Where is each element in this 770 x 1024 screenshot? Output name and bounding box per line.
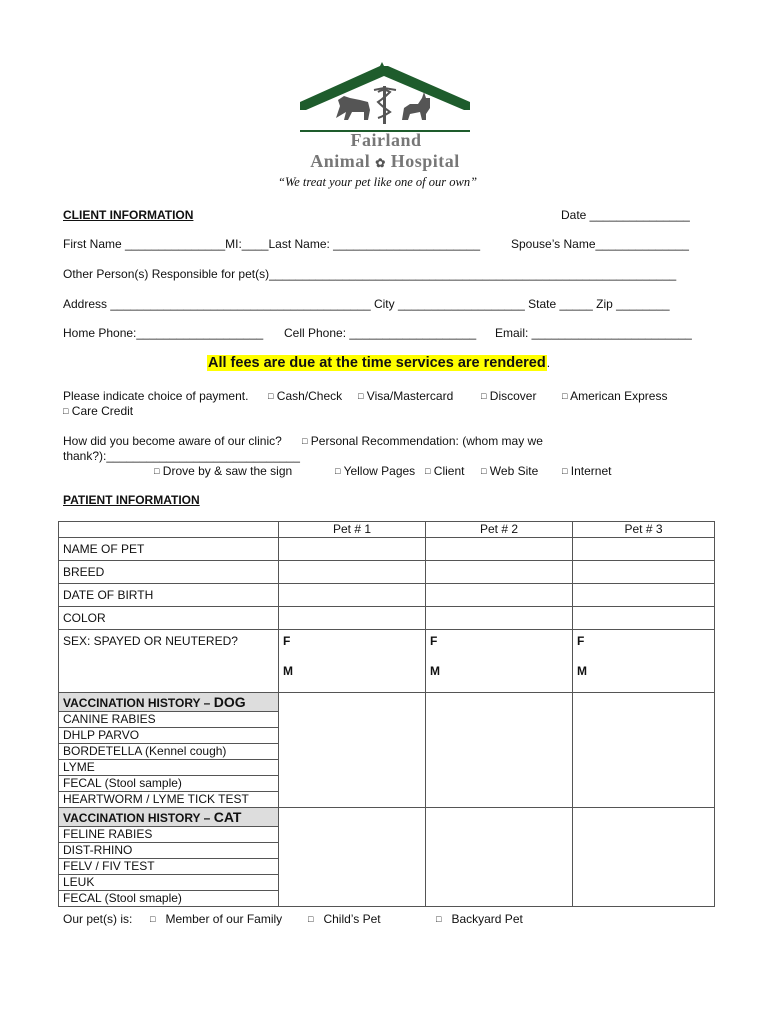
referral-yellow[interactable] <box>335 464 415 478</box>
referral-personal[interactable] <box>302 434 543 448</box>
table-row <box>59 607 715 630</box>
cat-vaccination-heading <box>59 808 279 827</box>
cat-heading-text: VACCINATION HISTORY – <box>63 811 211 825</box>
dog-vaccination-heading <box>59 693 279 712</box>
referral-personal-label: Personal Recommendation: (whom may we <box>310 434 543 448</box>
logo-name-animal: Animal <box>310 151 371 171</box>
patient-info-heading: PATIENT INFORMATION <box>63 493 200 507</box>
patient-table <box>58 521 715 907</box>
spouse-name-field[interactable]: Spouse’s Name______________ <box>511 237 689 251</box>
row-label-color: COLOR <box>59 607 279 630</box>
pet-3-cat-vaccine-cell[interactable] <box>573 808 715 907</box>
vaccine-item: HEARTWORM / LYME TICK TEST <box>59 792 279 808</box>
tagline: “We treat your pet like one of our own” <box>278 175 478 189</box>
pet-3-sex-cell[interactable] <box>573 630 715 693</box>
checkbox-icon[interactable]: □ <box>302 436 308 446</box>
pet-1-sex-cell[interactable] <box>279 630 426 693</box>
table-row <box>59 538 715 561</box>
pet-2-breed-cell[interactable] <box>426 561 573 584</box>
male-label[interactable]: M <box>577 664 587 678</box>
referral-yellow-label: Yellow Pages <box>343 464 416 478</box>
fees-notice-period: . <box>546 356 551 370</box>
table-row <box>59 630 715 693</box>
referral-thank-field[interactable]: thank?):_____________________________ <box>63 449 300 463</box>
vaccine-item: FELV / FIV TEST <box>59 859 279 875</box>
checkbox-icon[interactable]: □ <box>481 466 487 476</box>
pet-1-breed-cell[interactable] <box>279 561 426 584</box>
referral-client[interactable] <box>425 464 464 478</box>
payment-care-credit[interactable] <box>63 404 133 418</box>
pets-family-label: Member of our Family <box>165 912 283 926</box>
logo-name-line2 <box>290 151 480 172</box>
payment-discover-label: Discover <box>489 389 537 403</box>
checkbox-icon[interactable]: □ <box>562 466 568 476</box>
referral-prompt: How did you become aware of our clinic? <box>63 434 282 448</box>
referral-web[interactable] <box>481 464 538 478</box>
cat-heading-big: CAT <box>213 809 242 825</box>
client-info-heading: CLIENT INFORMATION <box>63 208 194 222</box>
pets-backyard-label: Backyard Pet <box>451 912 523 926</box>
pet-3-vaccine-cell[interactable] <box>573 693 715 808</box>
row-label-sex: SEX: SPAYED OR NEUTERED? <box>59 630 279 693</box>
payment-cash-label: Cash/Check <box>276 389 343 403</box>
payment-visa[interactable] <box>358 389 453 403</box>
referral-drove-label: Drove by & saw the sign <box>162 464 293 478</box>
payment-amex-label: American Express <box>570 389 668 403</box>
other-persons-field[interactable]: Other Person(s) Responsible for pet(s)_____________________________________________________________ <box>63 267 677 281</box>
pet-2-sex-cell[interactable] <box>426 630 573 693</box>
pet-2-cat-vaccine-cell[interactable] <box>426 808 573 907</box>
home-phone-field[interactable]: Home Phone:___________________ <box>63 326 264 340</box>
referral-client-label: Client <box>433 464 465 478</box>
row-label-breed: BREED <box>59 561 279 584</box>
pet-1-dob-cell[interactable] <box>279 584 426 607</box>
pet-3-dob-cell[interactable] <box>573 584 715 607</box>
vaccine-item: DHLP PARVO <box>59 728 279 744</box>
pet-2-color-cell[interactable] <box>426 607 573 630</box>
date-field[interactable]: Date _______________ <box>561 208 690 222</box>
checkbox-icon[interactable]: □ <box>481 391 487 401</box>
checkbox-icon[interactable]: □ <box>308 914 314 924</box>
table-header-row <box>59 522 715 538</box>
row-label-name: NAME OF PET <box>59 538 279 561</box>
vaccine-item: BORDETELLA (Kennel cough) <box>59 744 279 760</box>
pet-2-vaccine-cell[interactable] <box>426 693 573 808</box>
table-row <box>59 561 715 584</box>
payment-cash[interactable] <box>268 389 342 403</box>
pet-2-header: Pet # 2 <box>426 522 573 538</box>
logo-name-line1: Fairland <box>350 130 422 150</box>
payment-amex[interactable] <box>562 389 667 403</box>
pet-1-color-cell[interactable] <box>279 607 426 630</box>
vaccine-item: LYME <box>59 760 279 776</box>
name-field[interactable]: First Name _______________MI:____Last Name: ______________________ <box>63 237 480 251</box>
checkbox-icon[interactable]: □ <box>436 914 442 924</box>
checkbox-icon[interactable]: □ <box>63 406 69 416</box>
payment-care-credit-label: Care Credit <box>71 404 134 418</box>
vaccine-item: FECAL (Stool sample) <box>59 776 279 792</box>
checkbox-icon[interactable]: □ <box>562 391 568 401</box>
payment-prompt: Please indicate choice of payment. <box>63 389 249 403</box>
table-row <box>59 808 715 827</box>
female-label[interactable]: F <box>283 634 291 648</box>
dog-heading-big: DOG <box>213 694 246 710</box>
fees-notice-text: All fees are due at the time services are rendered <box>208 355 546 371</box>
paw-icon: ✿ <box>375 156 386 170</box>
female-label[interactable]: F <box>430 634 438 648</box>
table-row <box>59 584 715 607</box>
payment-visa-label: Visa/Mastercard <box>366 389 454 403</box>
address-field[interactable]: Address _______________________________________ City ___________________ State _____ Zip ________ <box>63 297 670 311</box>
referral-internet-label: Internet <box>570 464 612 478</box>
pet-3-breed-cell[interactable] <box>573 561 715 584</box>
pet-1-vaccine-cell[interactable] <box>279 693 426 808</box>
male-label[interactable]: M <box>283 664 293 678</box>
pets-are-label: Our pet(s) is: <box>63 912 133 926</box>
referral-web-label: Web Site <box>489 464 539 478</box>
email-field[interactable]: Email: ________________________ <box>495 326 692 340</box>
payment-discover[interactable] <box>481 389 536 403</box>
dog-silhouette <box>336 96 370 120</box>
vaccine-item: CANINE RABIES <box>59 712 279 728</box>
pet-3-color-cell[interactable] <box>573 607 715 630</box>
pet-2-dob-cell[interactable] <box>426 584 573 607</box>
checkbox-icon[interactable]: □ <box>335 466 341 476</box>
referral-drove[interactable] <box>154 464 292 478</box>
checkbox-icon[interactable]: □ <box>150 914 156 924</box>
vaccine-item: FECAL (Stool smaple) <box>59 891 279 907</box>
checkbox-icon[interactable]: □ <box>268 391 274 401</box>
vaccine-item: DIST-RHINO <box>59 843 279 859</box>
pets-backyard[interactable] <box>436 912 523 926</box>
cell-phone-field[interactable]: Cell Phone: ___________________ <box>284 326 477 340</box>
pets-family[interactable] <box>150 912 282 926</box>
checkbox-icon[interactable]: □ <box>425 466 431 476</box>
female-label[interactable]: F <box>577 634 585 648</box>
checkbox-icon[interactable]: □ <box>154 466 160 476</box>
table-row <box>59 693 715 712</box>
vaccine-item: LEUK <box>59 875 279 891</box>
cat-silhouette <box>402 92 430 120</box>
pet-1-cat-vaccine-cell[interactable] <box>279 808 426 907</box>
pets-child-label: Child’s Pet <box>323 912 381 926</box>
vaccine-item: FELINE RABIES <box>59 827 279 843</box>
pet-1-name-cell[interactable] <box>279 538 426 561</box>
fees-notice <box>207 355 550 371</box>
table-corner <box>59 522 279 538</box>
checkbox-icon[interactable]: □ <box>358 391 364 401</box>
male-label[interactable]: M <box>430 664 440 678</box>
logo-name-hospital: Hospital <box>390 151 460 171</box>
pet-2-name-cell[interactable] <box>426 538 573 561</box>
dog-heading-text: VACCINATION HISTORY – <box>63 696 211 710</box>
pet-1-header: Pet # 1 <box>279 522 426 538</box>
row-label-dob: DATE OF BIRTH <box>59 584 279 607</box>
pet-3-header: Pet # 3 <box>573 522 715 538</box>
pet-3-name-cell[interactable] <box>573 538 715 561</box>
pets-child[interactable] <box>308 912 381 926</box>
logo-image <box>298 62 472 136</box>
referral-internet[interactable] <box>562 464 611 478</box>
